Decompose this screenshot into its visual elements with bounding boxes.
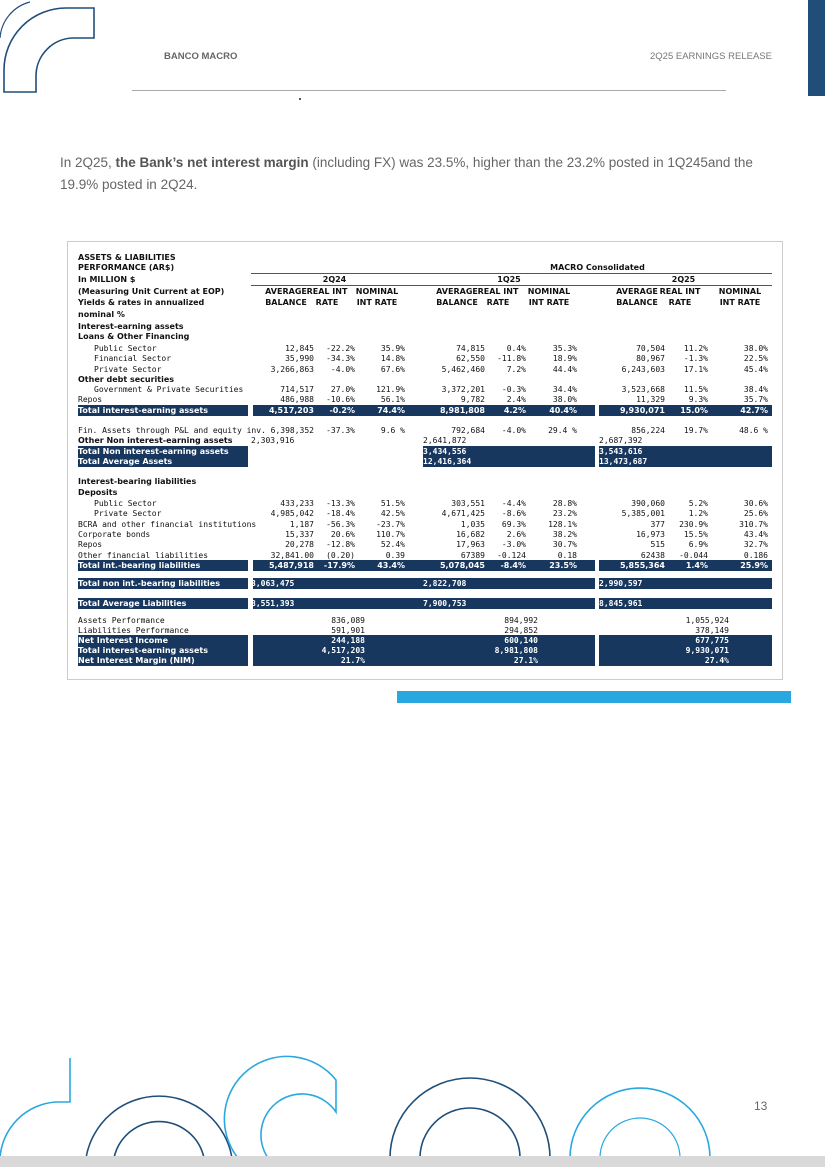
table-cell: 110.7% xyxy=(376,529,405,539)
column-header: REAL INT xyxy=(477,287,519,296)
table-cell: 3,266,863 xyxy=(270,364,314,374)
table-cell: 2,990,597 xyxy=(599,579,643,588)
table-cell: 23.5% xyxy=(549,561,577,570)
table-cell: 74,815 xyxy=(456,344,485,353)
table-cell: -11.8% xyxy=(497,354,526,364)
table-cell: 894,992 xyxy=(504,616,538,625)
table-cell: 433,233 xyxy=(280,499,314,508)
table-cell: 67.6% xyxy=(380,364,405,374)
table-cell: -12.8% xyxy=(326,540,355,550)
table-cell: 4,985,042 xyxy=(270,509,314,519)
table-cell: 15,337 xyxy=(285,529,314,539)
table-cell: 2,687,392 xyxy=(599,436,643,445)
table-cell: 29.4 % xyxy=(548,426,577,435)
row-label: Private Sector xyxy=(94,364,162,374)
table-row xyxy=(78,436,772,446)
table-cell: 42.5% xyxy=(380,509,405,519)
table-cell: 62438 xyxy=(640,550,665,560)
column-header: BALANCE xyxy=(265,298,307,307)
table-cell: 8,981,808 xyxy=(494,646,538,655)
row-label: Deposits xyxy=(78,488,118,497)
table-cell: 1.4% xyxy=(685,561,708,570)
table-cell: 45.4% xyxy=(743,364,768,374)
table-cell: 30.7% xyxy=(552,540,577,550)
table-cell: 677,775 xyxy=(695,636,729,645)
table-cell: 11.2% xyxy=(683,344,708,353)
table-row xyxy=(78,426,772,436)
table-cell: 310.7% xyxy=(739,519,768,529)
table-row xyxy=(78,263,772,273)
table-cell: 27.4% xyxy=(704,656,729,665)
table-cell: 2,303,916 xyxy=(251,436,295,445)
row-label: (Measuring Unit Current at EOP) xyxy=(78,287,225,296)
header-report-title: 2Q25 EARNINGS RELEASE xyxy=(650,51,772,62)
table-cell: 1,187 xyxy=(289,519,314,529)
column-header: NOMINAL xyxy=(527,287,571,296)
table-cell: 13,219,471 xyxy=(251,457,300,466)
table-cell: -13.3% xyxy=(326,499,355,508)
table-cell: 6.9% xyxy=(688,540,708,550)
row-label: Repos xyxy=(78,395,103,404)
table-row xyxy=(78,365,772,375)
table-cell: 38.0% xyxy=(743,344,768,353)
table-cell: 230.9% xyxy=(679,519,708,529)
row-label: Yields & rates in annualized xyxy=(78,298,205,307)
row-label: Other debt securities xyxy=(78,375,175,384)
table-cell: 0.18 xyxy=(557,550,577,560)
table-row xyxy=(78,599,772,609)
table-row xyxy=(78,322,772,332)
row-label: nominal % xyxy=(78,310,125,319)
table-cell: 121.9% xyxy=(376,385,405,394)
column-header: BALANCE xyxy=(436,298,478,307)
row-label: Other Non interest-earning assets xyxy=(78,436,233,445)
table-cell: 30.6% xyxy=(743,499,768,508)
table-row xyxy=(78,540,772,550)
column-header: RATE xyxy=(315,298,339,307)
table-cell: 27.0% xyxy=(330,385,355,394)
row-label: Interest-earning assets xyxy=(78,322,184,331)
table-cell: 20.6% xyxy=(330,529,355,539)
table-cell: 17.1% xyxy=(683,364,708,374)
row-label: Public Sector xyxy=(94,499,157,508)
row-label: BCRA and other financial institutions xyxy=(78,519,257,529)
table-cell: 16,682 xyxy=(456,529,485,539)
table-cell: 3,372,201 xyxy=(441,385,485,394)
table-cell: 21.7% xyxy=(340,656,365,665)
row-label: Total interest-earning assets xyxy=(78,646,208,655)
table-cell: 15.0% xyxy=(680,406,708,415)
accent-bar xyxy=(397,691,791,703)
table-cell: 40.4% xyxy=(549,406,577,415)
column-header: BALANCE xyxy=(616,298,658,307)
table-cell: -0.3% xyxy=(501,385,526,394)
table-cell: 3,063,475 xyxy=(251,579,295,588)
table-row xyxy=(78,579,772,589)
table-cell: 792,684 xyxy=(451,426,485,435)
table-cell: 43.4% xyxy=(377,561,405,570)
table-cell: 51.5% xyxy=(380,499,405,508)
table-cell: 836,089 xyxy=(331,616,365,625)
table-cell: -8.4% xyxy=(500,561,526,570)
table-cell: 69.3% xyxy=(501,519,526,529)
table-row xyxy=(78,477,772,487)
table-cell: -8.6% xyxy=(501,509,526,519)
column-header: REAL INT xyxy=(659,287,701,296)
table-row xyxy=(78,375,772,385)
table-cell: 11.5% xyxy=(683,385,708,394)
table-cell: 35.7% xyxy=(743,395,768,404)
table-cell: 12,845 xyxy=(285,344,314,353)
table-row xyxy=(78,253,772,263)
table-cell: 1.2% xyxy=(688,509,708,519)
assets-liabilities-table xyxy=(67,241,783,680)
header-dot xyxy=(299,98,301,100)
table-cell: 5.2% xyxy=(688,499,708,508)
table-cell: 9.3% xyxy=(688,395,708,404)
table-cell: 62,550 xyxy=(456,354,485,364)
row-label: Public Sector xyxy=(94,344,157,353)
table-cell: 38.2% xyxy=(552,529,577,539)
column-header: AVERAGE xyxy=(265,287,307,296)
table-row xyxy=(78,344,772,354)
row-label: Total non int.-bearing liabilities xyxy=(78,579,220,588)
table-cell: 0.39 xyxy=(385,550,405,560)
header-divider xyxy=(132,90,726,91)
table-row xyxy=(78,509,772,519)
table-row xyxy=(78,646,772,656)
row-label: Other financial liabilities xyxy=(78,550,209,560)
table-cell: 5,487,918 xyxy=(268,561,314,570)
row-label: Total Average Liabilities xyxy=(78,599,187,608)
row-label: Financial Sector xyxy=(94,354,172,364)
row-label: Repos xyxy=(78,540,103,550)
table-cell: 70,504 xyxy=(636,344,665,353)
table-cell: -37.3% xyxy=(326,426,355,435)
table-row xyxy=(78,354,772,364)
row-label: Net Interest Margin (NIM) xyxy=(78,656,195,665)
table-cell: 486,988 xyxy=(280,395,314,404)
table-cell: 43.4% xyxy=(743,529,768,539)
column-header: INT RATE xyxy=(719,298,761,307)
table-row xyxy=(78,310,772,320)
table-cell: 20,278 xyxy=(285,540,314,550)
table-cell: 17,963 xyxy=(456,540,485,550)
table-cell: 38.0% xyxy=(552,395,577,404)
table-cell: 390,060 xyxy=(631,499,665,508)
column-header: NOMINAL xyxy=(718,287,762,296)
column-header: INT RATE xyxy=(528,298,570,307)
table-row xyxy=(78,656,772,666)
table-cell: 35.9% xyxy=(380,344,405,353)
table-row xyxy=(78,457,772,467)
table-cell: 13,473,687 xyxy=(599,457,648,466)
table-cell: 3,543,616 xyxy=(599,447,643,456)
row-label: Total int.-bearing liabilities xyxy=(78,561,201,570)
table-row xyxy=(78,275,772,285)
table-cell: 14.8% xyxy=(380,354,405,364)
table-row xyxy=(78,551,772,561)
table-cell: 9,782 xyxy=(460,395,485,404)
table-cell: -34.3% xyxy=(326,354,355,364)
table-cell: -3.0% xyxy=(501,540,526,550)
table-cell: 8,702,268 xyxy=(251,447,295,456)
table-cell: 42.7% xyxy=(740,406,768,415)
table-row xyxy=(78,447,772,457)
column-header: NOMINAL xyxy=(355,287,399,296)
intro-paragraph: In 2Q25, the Bank’s net interest margin (including FX) was 23.5%, higher than the 23.2% posted in 1Q245and the 19.9% posted in 2Q24. xyxy=(60,155,753,192)
table-cell: -4.0% xyxy=(501,426,526,435)
column-header: AVERAGE xyxy=(616,287,658,296)
decorative-arcs-bottom xyxy=(0,1040,340,1160)
table-cell: 294,852 xyxy=(504,626,538,635)
table-cell: 1,055,924 xyxy=(685,616,729,625)
table-cell: 3,434,556 xyxy=(423,447,467,456)
table-cell: -4.0% xyxy=(330,364,355,374)
decorative-arcs-top xyxy=(0,0,140,95)
table-row xyxy=(78,395,772,405)
table-cell: 28.8% xyxy=(552,499,577,508)
table-row xyxy=(78,499,772,509)
table-cell: 9.6 % xyxy=(380,426,405,435)
side-tab-marker xyxy=(808,0,825,96)
table-cell: 128.1% xyxy=(548,519,577,529)
row-label: PERFORMANCE (AR$) xyxy=(78,263,175,272)
table-cell: 4.2% xyxy=(503,406,526,415)
table-cell: 0.186 xyxy=(743,550,768,560)
table-cell: 377 xyxy=(650,519,665,529)
table-cell: 56.1% xyxy=(380,395,405,404)
table-cell: 48.6 % xyxy=(739,426,768,435)
table-cell: 714,517 xyxy=(280,385,314,394)
table-cell: 6,243,603 xyxy=(621,364,665,374)
row-label: Fin. Assets through P&L and equity inv. xyxy=(78,426,266,435)
table-cell: 9,930,071 xyxy=(619,406,665,415)
table-row xyxy=(78,488,772,498)
table-cell: -10.6% xyxy=(326,395,355,404)
table-cell: 15.5% xyxy=(683,529,708,539)
table-cell: 8,551,393 xyxy=(251,599,295,608)
table-cell: 9,930,071 xyxy=(685,646,729,655)
row-label: Government & Private Securities xyxy=(94,385,244,394)
table-cell: 34.4% xyxy=(552,385,577,394)
table-cell: 5,855,364 xyxy=(619,561,665,570)
period-header: 1Q25 xyxy=(497,275,521,284)
table-cell: 18.9% xyxy=(552,354,577,364)
table-row xyxy=(78,287,772,297)
table-cell: 11,329 xyxy=(636,395,665,404)
table-cell: 44.4% xyxy=(552,364,577,374)
row-label: Corporate bonds xyxy=(78,529,151,539)
table-cell: -4.4% xyxy=(501,499,526,508)
row-label: Interest-bearing liabilities xyxy=(78,477,197,486)
column-header: RATE xyxy=(486,298,510,307)
table-cell: 378,149 xyxy=(695,626,729,635)
table-row xyxy=(78,520,772,530)
table-cell: 27.1% xyxy=(513,656,538,665)
table-cell: 4,517,203 xyxy=(321,646,365,655)
page-number: 13 xyxy=(754,1099,768,1113)
table-cell: 25.9% xyxy=(740,561,768,570)
table-cell: 0.4% xyxy=(506,344,526,353)
table-cell: 23.2% xyxy=(552,509,577,519)
table-cell: 2.4% xyxy=(506,395,526,404)
table-cell: 5,462,460 xyxy=(441,364,485,374)
consolidated-title: MACRO Consolidated xyxy=(550,263,645,272)
table-cell: -22.2% xyxy=(326,344,355,353)
footer-band xyxy=(0,1156,825,1167)
row-label: ASSETS & LIABILITIES xyxy=(78,253,176,262)
table-cell: -0.044 xyxy=(679,550,708,560)
row-label: Loans & Other Financing xyxy=(78,332,190,341)
table-row xyxy=(78,561,772,571)
rule xyxy=(251,273,772,274)
table-cell: 591,901 xyxy=(331,626,365,635)
column-header: AVERAGE xyxy=(436,287,478,296)
table-cell: 35,990 xyxy=(285,354,314,364)
table-row xyxy=(78,406,772,416)
row-label: Assets Performance xyxy=(78,616,165,625)
table-row xyxy=(78,298,772,308)
table-cell: -23.7% xyxy=(376,519,405,529)
table-row xyxy=(78,616,772,626)
table-cell: 38.4% xyxy=(743,385,768,394)
table-cell: -17.9% xyxy=(323,561,355,570)
rule xyxy=(251,285,772,286)
period-header: 2Q25 xyxy=(671,275,696,284)
table-cell: 67389 xyxy=(460,550,485,560)
row-label: Private Sector xyxy=(94,509,162,519)
table-cell: (0.20) xyxy=(326,550,355,560)
table-cell: 3,523,668 xyxy=(621,385,665,394)
table-cell: 22.5% xyxy=(743,354,768,364)
table-cell: 5,385,001 xyxy=(621,509,665,519)
table-cell: 52.4% xyxy=(380,540,405,550)
table-cell: 1,035 xyxy=(460,519,485,529)
table-cell: 303,551 xyxy=(451,499,485,508)
table-cell: 6,398,352 xyxy=(270,426,314,435)
table-cell: 5,078,045 xyxy=(439,561,485,570)
table-cell: 7.2% xyxy=(506,364,526,374)
row-label: Total Average Assets xyxy=(78,457,173,466)
table-cell: 856,224 xyxy=(631,426,665,435)
row-label: Liabilities Performance xyxy=(78,626,189,635)
table-cell: 16,973 xyxy=(636,529,665,539)
column-header: RATE xyxy=(668,298,692,307)
table-cell: 2,822,708 xyxy=(423,579,467,588)
column-header: REAL INT xyxy=(306,287,348,296)
table-cell: 35.3% xyxy=(552,344,577,353)
table-row xyxy=(78,530,772,540)
row-label: Total interest-earning assets xyxy=(78,406,208,415)
table-cell: 244,188 xyxy=(331,636,365,645)
table-cell: 600,140 xyxy=(504,636,538,645)
table-row xyxy=(78,332,772,342)
table-cell: 32,841.00 xyxy=(270,550,314,560)
table-cell: 32.7% xyxy=(743,540,768,550)
table-cell: -0.2% xyxy=(329,406,355,415)
table-cell: -0.124 xyxy=(497,550,526,560)
table-cell: 8,981,808 xyxy=(439,406,485,415)
table-cell: -18.4% xyxy=(326,509,355,519)
table-cell: 25.6% xyxy=(743,509,768,519)
table-row xyxy=(78,636,772,646)
table-row xyxy=(78,385,772,395)
table-cell: 2.6% xyxy=(506,529,526,539)
table-cell: 19.7% xyxy=(683,426,708,435)
table-cell: 8,845,961 xyxy=(599,599,643,608)
header-bank-name: BANCO MACRO xyxy=(164,51,238,62)
table-cell: 7,900,753 xyxy=(423,599,467,608)
table-cell: 4,671,425 xyxy=(441,509,485,519)
row-label: In MILLION $ xyxy=(78,275,136,284)
period-header: 2Q24 xyxy=(322,275,347,284)
column-header: INT RATE xyxy=(356,298,398,307)
table-cell: 80,967 xyxy=(636,354,665,364)
table-cell: 515 xyxy=(650,540,665,550)
decorative-arcs-bottom-right xyxy=(330,1040,825,1160)
row-label: Net Interest Income xyxy=(78,636,169,645)
row-label: Total Non interest-earning assets xyxy=(78,447,229,456)
table-cell: 2,641,872 xyxy=(423,436,467,445)
table-cell: 74.4% xyxy=(377,406,405,415)
table-cell: 12,416,364 xyxy=(423,457,472,466)
table-cell: -56.3% xyxy=(326,519,355,529)
table-cell: -1.3% xyxy=(683,354,708,364)
table-cell: 4,517,203 xyxy=(268,406,314,415)
